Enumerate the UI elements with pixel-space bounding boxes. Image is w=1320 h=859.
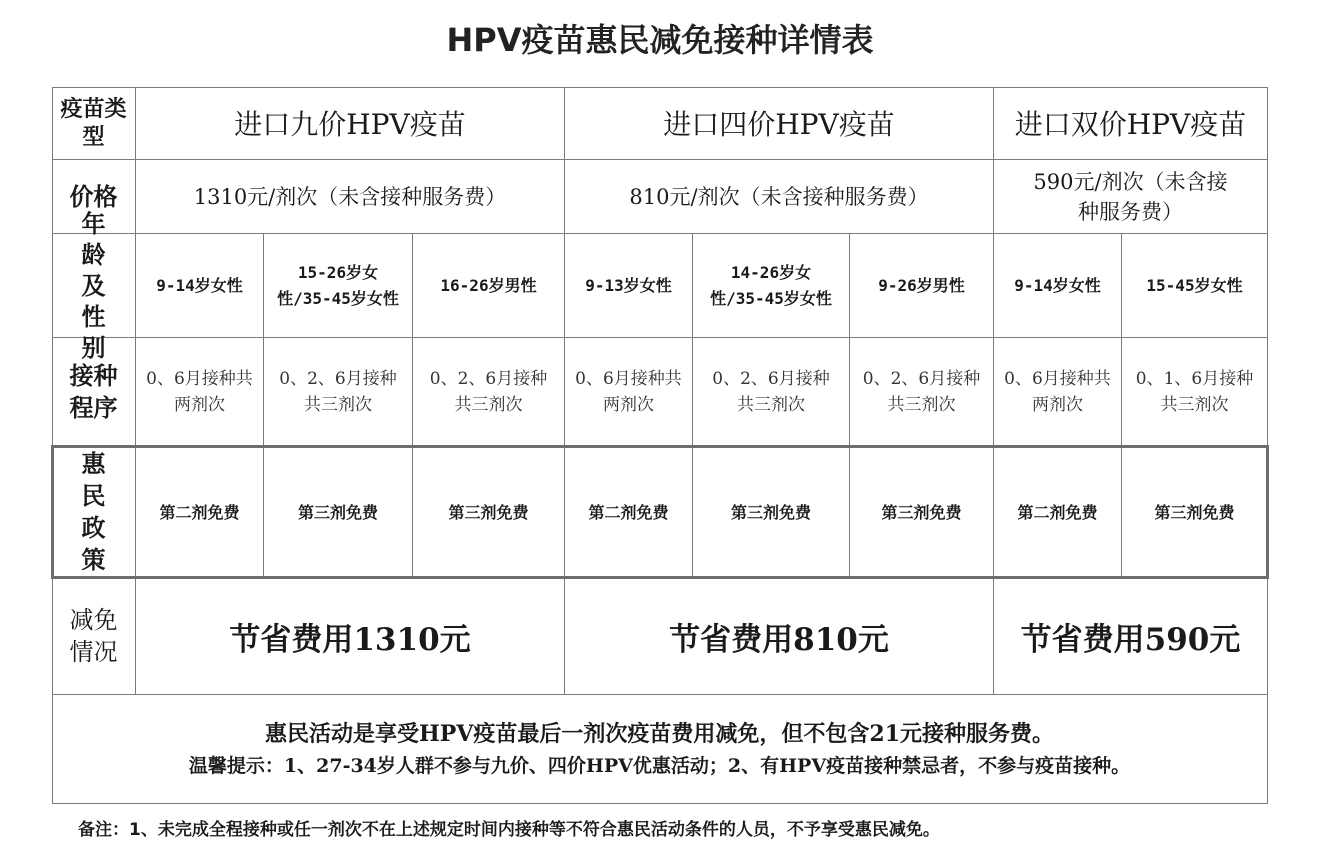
policy: 第二剂免费 <box>136 446 264 578</box>
age-group: 9-26岁男性 <box>850 234 994 338</box>
remark: 备注：1、未完成全程接种或任一剂次不在上述规定时间内接种等不符合惠民活动条件的人员，不予享受惠民减免。 <box>78 820 940 840</box>
age-group: 9-13岁女性 <box>565 234 693 338</box>
schedule: 0、2、6月接种共三剂次 <box>850 338 994 446</box>
saving-2valent: 节省费用590元 <box>994 578 1268 695</box>
age-group: 14-26岁女性/35-45岁女性 <box>693 234 850 338</box>
schedule: 0、2、6月接种共三剂次 <box>413 338 565 446</box>
age-group: 15-26岁女性/35-45岁女性 <box>264 234 413 338</box>
age-group: 16-26岁男性 <box>413 234 565 338</box>
note-tips: 温馨提示：1、27-34岁人群不参与九价、四价HPV优惠活动；2、有HPV疫苗接种禁忌者，不参与疫苗接种。 <box>188 755 1131 777</box>
note-activity: 惠民活动是享受HPV疫苗最后一剂次疫苗费用减免，但不包含21元接种服务费。 <box>264 721 1055 747</box>
price-9valent: 1310元/剂次（未含接种服务费） <box>136 160 565 234</box>
policy: 第三剂免费 <box>1122 446 1268 578</box>
policy: 第二剂免费 <box>565 446 693 578</box>
schedule: 0、2、6月接种共三剂次 <box>264 338 413 446</box>
vaccine-name-4valent: 进口四价HPV疫苗 <box>565 87 994 160</box>
vaccine-name-9valent: 进口九价HPV疫苗 <box>136 87 565 160</box>
schedule: 0、6月接种共两剂次 <box>136 338 264 446</box>
row-header-schedule: 接种程序 <box>52 338 136 446</box>
saving-4valent: 节省费用810元 <box>565 578 994 695</box>
age-group: 15-45岁女性 <box>1122 234 1268 338</box>
row-header-policy: 惠民政策 <box>52 446 136 578</box>
schedule: 0、1、6月接种共三剂次 <box>1122 338 1268 446</box>
vaccine-name-2valent: 进口双价HPV疫苗 <box>994 87 1268 160</box>
price-2valent: 590元/剂次（未含接种服务费） <box>994 160 1268 234</box>
policy: 第三剂免费 <box>413 446 565 578</box>
row-header-vaccine-type: 疫苗类型 <box>52 87 136 160</box>
age-group: 9-14岁女性 <box>994 234 1122 338</box>
policy: 第三剂免费 <box>850 446 994 578</box>
schedule: 0、6月接种共两剂次 <box>565 338 693 446</box>
policy: 第三剂免费 <box>264 446 413 578</box>
policy: 第二剂免费 <box>994 446 1122 578</box>
price-4valent: 810元/剂次（未含接种服务费） <box>565 160 994 234</box>
page-title: HPV疫苗惠民减免接种详情表 <box>446 21 874 59</box>
age-group: 9-14岁女性 <box>136 234 264 338</box>
row-header-price: 价格 <box>52 160 136 234</box>
row-header-age-gender: 年龄及性别 <box>52 234 136 338</box>
row-header-reduction: 减免情况 <box>52 578 136 695</box>
saving-9valent: 节省费用1310元 <box>136 578 565 695</box>
schedule: 0、6月接种共两剂次 <box>994 338 1122 446</box>
schedule: 0、2、6月接种共三剂次 <box>693 338 850 446</box>
notes-box <box>52 695 1268 804</box>
policy: 第三剂免费 <box>693 446 850 578</box>
